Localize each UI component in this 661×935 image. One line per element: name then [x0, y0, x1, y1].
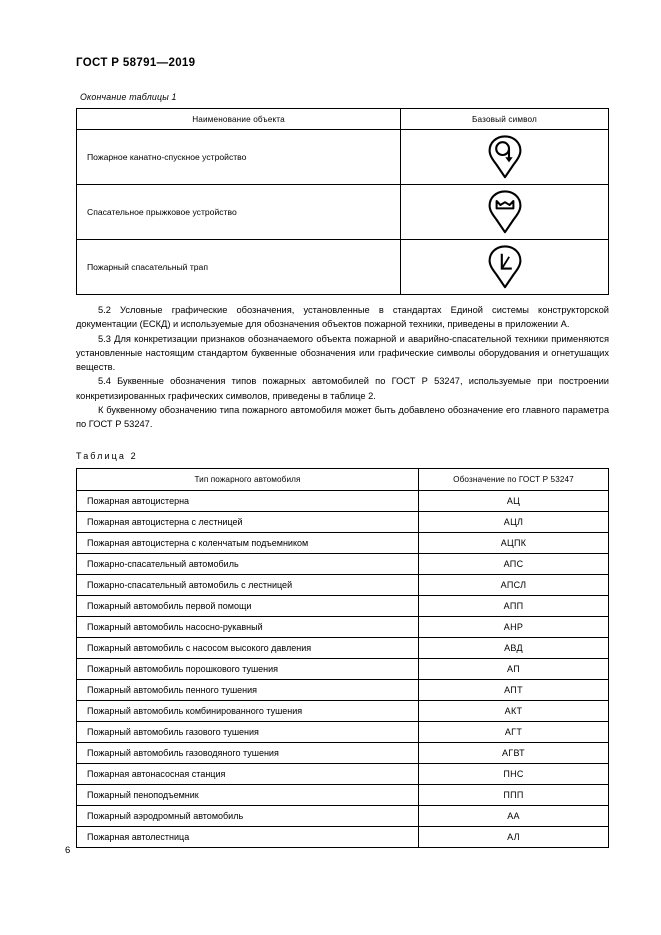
table2-vehicle-type: Пожарный аэродромный автомобиль	[77, 806, 419, 827]
body-text-block	[76, 303, 609, 432]
pin-circle-down-arrow-icon	[401, 130, 608, 184]
table2-vehicle-type: Пожарная автоцистерна	[77, 491, 419, 512]
pin-jump-cushion-icon	[401, 185, 608, 239]
table1-caption: Окончание таблицы 1	[80, 92, 177, 102]
table2-vehicle-type: Пожарный автомобиль комбинированного тушения	[77, 701, 419, 722]
table2-vehicle-type: Пожарный автомобиль с насосом высокого давления	[77, 638, 419, 659]
table2-vehicle-code: АПСЛ	[419, 575, 609, 596]
table-row	[77, 554, 609, 575]
table2-vehicle-code: ПНС	[419, 764, 609, 785]
table2-vehicle-type: Пожарная автоцистерна с лестницей	[77, 512, 419, 533]
table2-vehicle-code: АЦПК	[419, 533, 609, 554]
table2-vehicle-type: Пожарная автолестница	[77, 827, 419, 848]
table2-vehicle-type: Пожарный автомобиль газоводяного тушения	[77, 743, 419, 764]
table2-vehicle-code: АГТ	[419, 722, 609, 743]
table2-body	[77, 491, 609, 848]
table2-vehicle-type: Пожарный автомобиль первой помощи	[77, 596, 419, 617]
paragraph-note: К буквенному обозначению типа пожарного автомобиля может быть добавлено обозначение его главного параметра по ГОСТ Р 53247.	[76, 405, 609, 430]
paragraph-5-3: 5.3 Для конкретизации признаков обозначаемого объекта пожарной и аварийно-спасательной техники применяются установленные настоящим стандартом буквенные обозначения или графические символы оборудования и огнетушащих веществ.	[76, 333, 609, 373]
pin-rescue-ramp-icon	[401, 240, 608, 294]
table2-vehicle-code: ППП	[419, 785, 609, 806]
table2-vehicle-type: Пожарный автомобиль пенного тушения	[77, 680, 419, 701]
table2-vehicle-type: Пожарно-спасательный автомобиль с лестницей	[77, 575, 419, 596]
table-row	[77, 722, 609, 743]
table1-symbol-cell	[401, 185, 609, 240]
table2-vehicle-code: АВД	[419, 638, 609, 659]
table2-vehicle-code: АКТ	[419, 701, 609, 722]
table1-symbol-cell	[401, 130, 609, 185]
table1-header-row	[77, 109, 609, 130]
table2-vehicle-code: АА	[419, 806, 609, 827]
table-row	[77, 130, 609, 185]
table-row	[77, 680, 609, 701]
table2-vehicle-type: Пожарная автонасосная станция	[77, 764, 419, 785]
table-row	[77, 806, 609, 827]
table-row	[77, 512, 609, 533]
table1-symbol-cell	[401, 240, 609, 295]
table-row	[77, 827, 609, 848]
table2-header-type: Тип пожарного автомобиля	[77, 469, 419, 491]
table2-vehicle-code: АЛ	[419, 827, 609, 848]
table2-vehicle-type: Пожарно-спасательный автомобиль	[77, 554, 419, 575]
table2-vehicle-code: АП	[419, 659, 609, 680]
table-row	[77, 701, 609, 722]
table2-vehicle-type: Пожарная автоцистерна с коленчатым подъемником	[77, 533, 419, 554]
standard-designation-header: ГОСТ Р 58791—2019	[76, 57, 196, 69]
table-row	[77, 764, 609, 785]
paragraph-5-2: 5.2 Условные графические обозначения, установленные в стандартах Единой системы конструкторской документации (ЕСКД) и используемые для обозначения объектов пожарной техники, приведены в приложении А.	[76, 305, 609, 330]
table-1-symbols	[76, 108, 609, 295]
table2-vehicle-code: АЦЛ	[419, 512, 609, 533]
table2-vehicle-type: Пожарный автомобиль порошкового тушения	[77, 659, 419, 680]
table1-header-symbol: Базовый символ	[401, 109, 609, 130]
table1-object-name: Пожарный спасательный трап	[77, 240, 401, 295]
table2-vehicle-code: АНР	[419, 617, 609, 638]
table1-header-name: Наименование объекта	[77, 109, 401, 130]
table-row	[77, 596, 609, 617]
table-row	[77, 185, 609, 240]
table2-vehicle-code: АГВТ	[419, 743, 609, 764]
table2-header-code: Обозначение по ГОСТ Р 53247	[419, 469, 609, 491]
table-row	[77, 575, 609, 596]
table-row	[77, 638, 609, 659]
table-row	[77, 785, 609, 806]
page-number: 6	[65, 845, 71, 856]
table-row	[77, 617, 609, 638]
table-row	[77, 743, 609, 764]
table-row	[77, 659, 609, 680]
table2-vehicle-type: Пожарный пеноподъемник	[77, 785, 419, 806]
table-row	[77, 533, 609, 554]
table-row	[77, 491, 609, 512]
table2-caption: Таблица 2	[76, 451, 138, 461]
table2-vehicle-type: Пожарный автомобиль газового тушения	[77, 722, 419, 743]
table-2-vehicle-codes	[76, 468, 609, 848]
table-row	[77, 240, 609, 295]
table2-vehicle-code: АПС	[419, 554, 609, 575]
table1-object-name: Спасательное прыжковое устройство	[77, 185, 401, 240]
table2-vehicle-code: АПТ	[419, 680, 609, 701]
table2-vehicle-type: Пожарный автомобиль насосно-рукавный	[77, 617, 419, 638]
table2-vehicle-code: АЦ	[419, 491, 609, 512]
table2-header-row	[77, 469, 609, 491]
paragraph-5-4: 5.4 Буквенные обозначения типов пожарных автомобилей по ГОСТ Р 53247, используемые при построении конкретизированных графических символов, приведены в таблице 2.	[76, 376, 609, 401]
table2-vehicle-code: АПП	[419, 596, 609, 617]
table1-object-name: Пожарное канатно-спускное устройство	[77, 130, 401, 185]
